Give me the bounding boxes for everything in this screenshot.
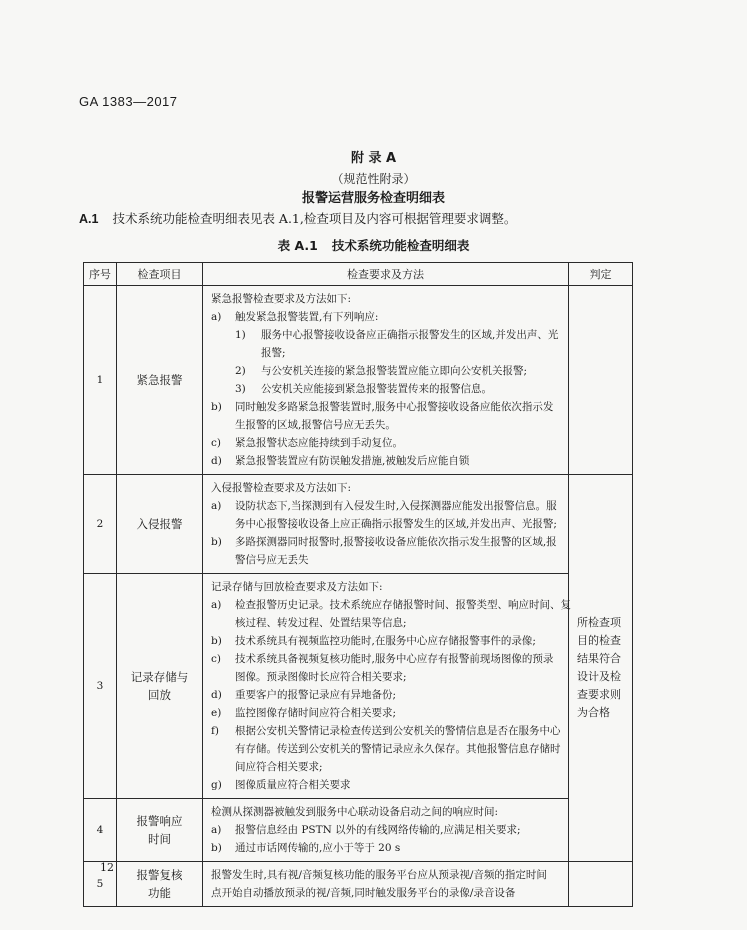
check-item-text: 报警响应 [136, 814, 183, 828]
check-item-text: 入侵报警 [136, 517, 183, 531]
list-marker: b) [211, 635, 222, 647]
row-number: 3 [84, 574, 117, 799]
requirement-line: 生报警的区域,报警信号应无丢失。 [235, 419, 396, 431]
requirement-line: 报警; [261, 347, 286, 359]
requirement-text: 检查报警历史记录。技术系统应存储报警时间、报警类型、响应时间、复 [235, 599, 571, 611]
annex-subtitle: （规范性附录） [331, 172, 416, 186]
list-marker: a) [211, 824, 222, 836]
table-caption [0, 236, 747, 254]
standard-code: GA 1383—2017 [79, 94, 178, 109]
requirement-line [211, 308, 564, 326]
table-header-row [84, 263, 633, 286]
judgement-text: 查要求则 [577, 688, 621, 701]
requirement-line [211, 776, 564, 794]
requirement-line [211, 452, 564, 470]
requirement-line: 有存储。传送到公安机关的警情记录应永久保存。其他报警信息存储时 [235, 743, 561, 755]
judgement-cell-empty [569, 286, 633, 475]
requirement-line: 警信号应无丢失 [235, 554, 309, 566]
annex-title: 附 录 A [350, 151, 397, 166]
check-item [117, 286, 203, 475]
requirement-text: 设防状态下,当探测到有入侵发生时,入侵探测器应能发出报警信息。服 [235, 500, 557, 512]
requirement-text: 触发紧急报警装置,有下列响应: [235, 311, 379, 323]
header-judgement: 判定 [569, 263, 633, 286]
requirement-line [211, 686, 564, 704]
requirement-text: 报警信息经由 PSTN 以外的有线网络传输的,应满足相关要求; [235, 824, 521, 836]
list-marker: 2) [235, 365, 246, 377]
requirement-line [211, 326, 564, 344]
header-no: 序号 [84, 263, 117, 286]
check-item-text: 报警复核 [136, 868, 183, 882]
requirement-line [211, 362, 564, 380]
table-row [84, 574, 633, 799]
requirement-line: 报警发生时,具有视/音频复核功能的服务平台应从预录视/音频的指定时间 [211, 869, 547, 881]
requirement-text: 多路探测器同时报警时,报警接收设备应能依次指示发生报警的区域,报 [235, 536, 557, 548]
list-marker: f) [211, 725, 219, 737]
requirement-line [211, 650, 564, 668]
check-item-text: 记录存储与 [130, 670, 189, 684]
table-row [84, 862, 633, 907]
requirement-line: 图像。预录图像时长应符合相关要求; [235, 671, 407, 683]
check-item-text: 紧急报警 [136, 373, 183, 387]
check-item-text: 功能 [148, 886, 171, 900]
requirement-line: 记录存储与回放检查要求及方法如下: [211, 581, 383, 593]
annex-heading [0, 150, 747, 208]
requirement-text: 技术系统具有视频监控功能时,在服务中心应存储报警事件的录像; [235, 635, 536, 647]
table-row [84, 286, 633, 475]
requirement-cell [203, 475, 569, 574]
list-marker: a) [211, 311, 222, 323]
header-requirements: 检查要求及方法 [203, 263, 569, 286]
requirement-text: 服务中心报警接收设备应正确指示报警发生的区域,并发出声、光 [261, 329, 559, 341]
judgement-cell-empty [569, 862, 633, 907]
requirement-text: 通过市话网传输的,应小于等于 20 s [235, 842, 401, 854]
requirement-line [211, 380, 564, 398]
check-item-text: 回放 [148, 688, 171, 702]
requirement-cell [203, 574, 569, 799]
judgement-cell [569, 475, 633, 862]
requirement-text: 紧急报警装置应有防误触发措施,被触发后应能自锁 [235, 455, 470, 467]
check-item [117, 574, 203, 799]
requirement-line [211, 533, 564, 551]
list-marker: b) [211, 842, 222, 854]
judgement-text: 为合格 [577, 706, 610, 719]
requirement-text: 图像质量应符合相关要求 [235, 779, 351, 791]
requirement-text: 根据公安机关警情记录检查传送到公安机关的警情信息是否在服务中心 [235, 725, 561, 737]
inspection-table [83, 262, 633, 907]
requirement-text: 与公安机关连接的紧急报警装置应能立即向公安机关报警; [261, 365, 528, 377]
requirement-cell [203, 862, 569, 907]
requirement-line [211, 632, 564, 650]
intro-paragraph [79, 210, 516, 228]
list-marker: g) [211, 779, 222, 791]
list-marker: d) [211, 455, 222, 467]
header-item: 检查项目 [117, 263, 203, 286]
requirement-text: 公安机关应能接到紧急报警装置传来的报警信息。 [261, 383, 492, 395]
judgement-text: 结果符合 [577, 652, 621, 665]
requirement-line [211, 434, 564, 452]
table-row [84, 475, 633, 574]
requirement-line: 点开始自动播放预录的视/音频,同时触发服务平台的录像/录音设备 [211, 887, 516, 899]
clause-text: 技术系统功能检查明细表见表 A.1,检查项目及内容可根据管理要求调整。 [112, 211, 517, 226]
clause-number: A.1 [79, 212, 99, 226]
list-marker: 3) [235, 383, 246, 395]
table-row [84, 799, 633, 862]
requirement-line [211, 596, 571, 614]
table-body [84, 286, 633, 907]
check-item [117, 475, 203, 574]
requirement-cell [203, 286, 569, 475]
requirement-text: 紧急报警状态应能持续到手动复位。 [235, 437, 403, 449]
check-item-text: 时间 [148, 832, 171, 846]
requirement-line [211, 839, 564, 857]
requirement-text: 监控图像存储时间应符合相关要求; [235, 707, 397, 719]
requirement-line [211, 821, 564, 839]
list-marker: b) [211, 401, 222, 413]
list-marker: d) [211, 689, 222, 701]
judgement-text: 所检查项 [577, 616, 621, 629]
check-item [117, 799, 203, 862]
requirement-text: 技术系统具备视频复核功能时,服务中心应存有报警前现场图像的预录 [235, 653, 554, 665]
requirement-line: 入侵报警检查要求及方法如下: [211, 482, 352, 494]
requirement-line: 紧急报警检查要求及方法如下: [211, 293, 352, 305]
requirement-line [211, 497, 564, 515]
annex-name: 报警运营服务检查明细表 [301, 191, 445, 206]
list-marker: c) [211, 437, 221, 449]
requirement-text: 同时触发多路紧急报警装置时,服务中心报警接收设备应能依次指示发 [235, 401, 554, 413]
list-marker: 1) [235, 329, 246, 341]
list-marker: e) [211, 707, 222, 719]
page-number: 12 [100, 861, 114, 874]
row-number: 4 [84, 799, 117, 862]
list-marker: a) [211, 599, 222, 611]
requirement-line: 检测从探测器被触发到服务中心联动设备启动之间的响应时间: [211, 806, 499, 818]
requirement-line: 核过程、转发过程、处置结果等信息; [235, 617, 407, 629]
requirement-line: 务中心报警接收设备上应正确指示报警发生的区域,并发出声、光报警; [235, 518, 557, 530]
table-caption-title: 技术系统功能检查明细表 [331, 238, 470, 253]
table-caption-number: 表 A.1 [277, 238, 318, 253]
check-item [117, 862, 203, 907]
list-marker: a) [211, 500, 222, 512]
row-number: 5 [84, 862, 117, 907]
row-number: 2 [84, 475, 117, 574]
requirement-line: 间应符合相关要求; [235, 761, 323, 773]
row-number: 1 [84, 286, 117, 475]
judgement-text: 目的检查 [577, 634, 621, 647]
list-marker: c) [211, 653, 221, 665]
requirement-line [211, 398, 564, 416]
requirement-cell [203, 799, 569, 862]
requirement-text: 重要客户的报警记录应有异地备份; [235, 689, 397, 701]
judgement-text: 设计及检 [577, 670, 621, 683]
requirement-line [211, 722, 564, 740]
requirement-line [211, 704, 564, 722]
list-marker: b) [211, 536, 222, 548]
